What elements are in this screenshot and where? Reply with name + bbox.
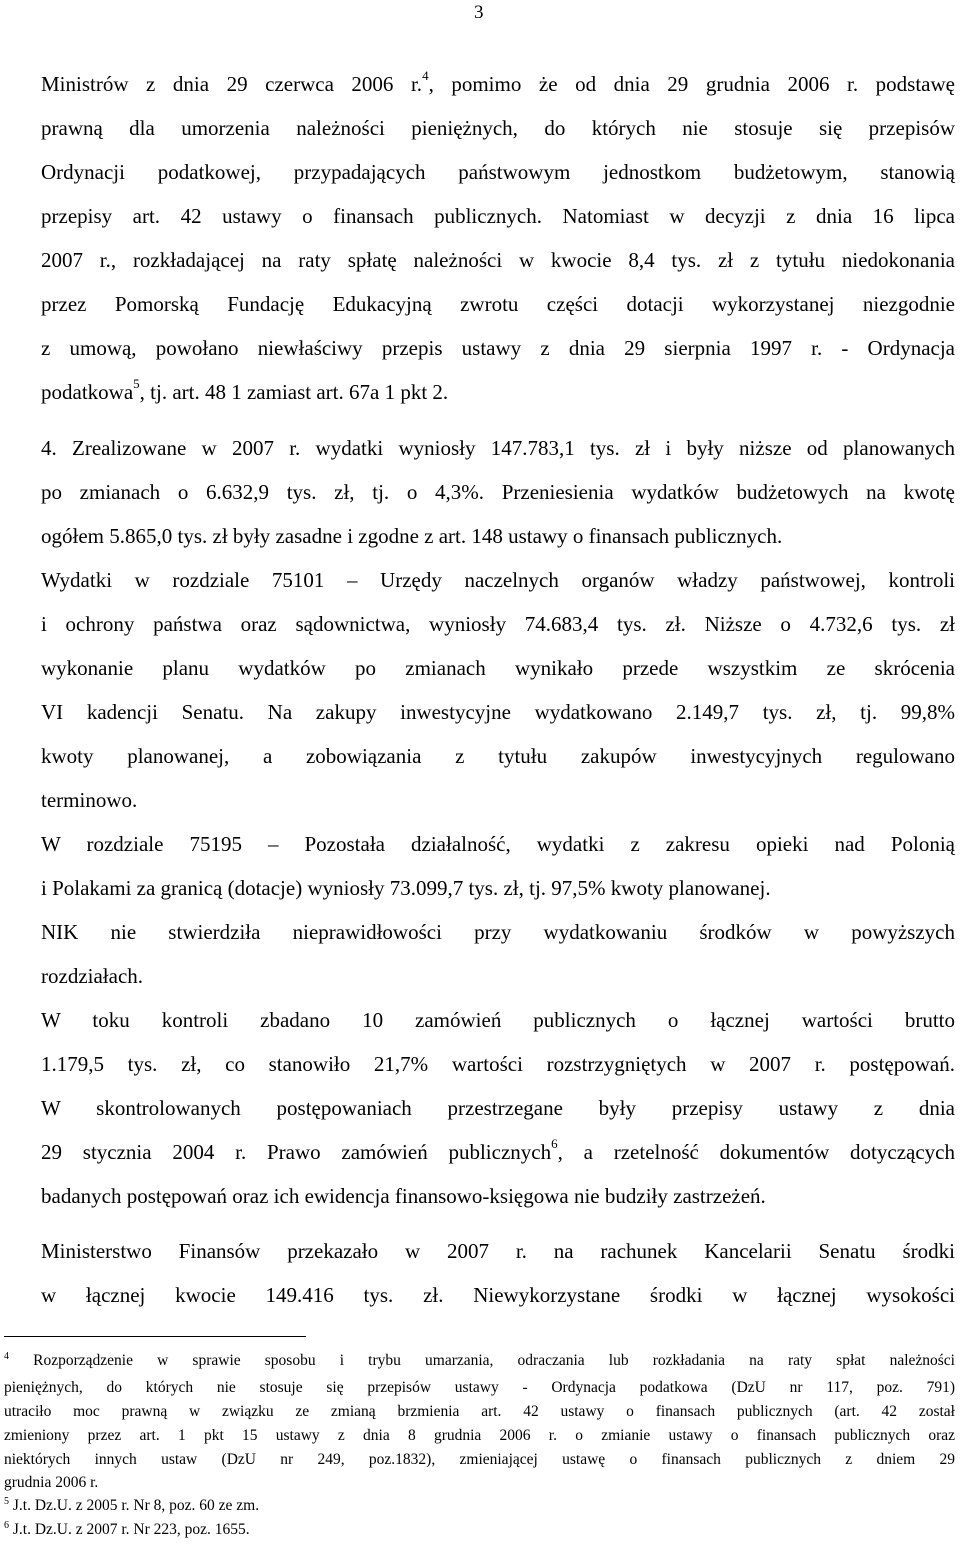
paragraph-line — [41, 436, 955, 460]
paragraph-line — [41, 336, 955, 360]
text-run: 2007 r., rozkładającej na raty spłatę należności w kwocie 8,4 tys. zł z tytułu niedokonania — [41, 248, 955, 272]
footnote-line — [4, 1352, 955, 1370]
text-run: przepisy art. 42 ustawy o finansach publicznych. Natomiast w decyzji z dnia 16 lipca — [41, 204, 955, 228]
text-run: W rozdziale 75195 – Pozostała działalność, wydatki z zakresu opieki nad Polonią — [41, 832, 955, 856]
footnote-line — [4, 1427, 955, 1445]
text-run: niektórych innych ustaw (DzU nr 249, poz.1832), zmieniającej ustawę o finansach publicznych z dniem 29 — [4, 1451, 955, 1468]
paragraph-line — [41, 788, 955, 812]
paragraph-line — [41, 160, 955, 184]
text-run: Ministrów z dnia 29 czerwca 2006 r. — [41, 72, 423, 96]
text-run: Wydatki w rozdziale 75101 – Urzędy naczelnych organów władzy państwowej, kontroli — [41, 568, 955, 592]
text-run: z umową, powołano niewłaściwy przepis ustawy z dnia 29 sierpnia 1997 r. - Ordynacja — [41, 336, 955, 360]
paragraph-line — [41, 744, 955, 768]
paragraph-line — [41, 656, 955, 680]
paragraph-line — [41, 1096, 955, 1120]
text-run: , a rzetelność dokumentów dotyczących — [557, 1140, 955, 1164]
text-run: i Polakami za granicą (dotacje) wyniosły 73.099,7 tys. zł, tj. 97,5% kwoty planowanej. — [41, 876, 771, 900]
text-run: kwoty planowanej, a zobowiązania z tytułu zakupów inwestycyjnych regulowano — [41, 744, 955, 768]
footnote-marker: 4 — [422, 68, 429, 83]
text-run: Rozporządzenie w sprawie sposobu i trybu umarzania, odraczania lub rozkładania na raty spłat należności — [9, 1352, 955, 1369]
paragraph-line — [41, 1008, 955, 1032]
footnote-line — [4, 1497, 955, 1515]
text-run: zmieniony przez art. 1 pkt 15 ustawy z dnia 8 grudnia 2006 r. o zmianie ustawy o finansach publicznych oraz — [4, 1427, 955, 1444]
text-run: J.t. Dz.U. z 2007 r. Nr 223, poz. 1655. — [9, 1521, 250, 1538]
text-run: pieniężnych, do których nie stosuje się przepisów ustawy - Ordynacja podatkowa (DzU nr 117, poz. 791) — [4, 1379, 955, 1396]
footnote-marker: 6 — [4, 1520, 9, 1531]
footnote-separator — [4, 1336, 306, 1337]
paragraph-line — [41, 1136, 955, 1164]
paragraph-line — [41, 568, 955, 592]
text-run: po zmianach o 6.632,9 tys. zł, tj. o 4,3%. Przeniesienia wydatków budżetowych na kwotę — [41, 480, 955, 504]
paragraph-line — [41, 68, 955, 96]
text-run: i ochrony państwa oraz sądownictwa, wyniosły 74.683,4 tys. zł. Niższe o 4.732,6 tys. zł — [41, 612, 955, 636]
text-run: w łącznej kwocie 149.416 tys. zł. Niewykorzystane środki w łącznej wysokości — [41, 1283, 955, 1307]
text-run: przez Pomorską Fundację Edukacyjną zwrotu części dotacji wykorzystanej niezgodnie — [41, 292, 955, 316]
paragraph-line — [41, 1239, 955, 1263]
text-run: NIK nie stwierdziła nieprawidłowości przy wydatkowaniu środków w powyższych — [41, 920, 955, 944]
paragraph-line — [41, 964, 955, 988]
paragraph-line — [41, 116, 955, 140]
footnote-line — [4, 1451, 955, 1469]
footnote-marker: 6 — [551, 1136, 558, 1151]
footnote-marker: 5 — [133, 376, 140, 391]
text-run: grudnia 2006 r. — [4, 1474, 99, 1491]
footnote-marker: 4 — [4, 1351, 9, 1362]
paragraph-line — [41, 1184, 955, 1208]
text-run: rozdziałach. — [41, 964, 144, 988]
text-run: 1.179,5 tys. zł, co stanowiło 21,7% wartości rozstrzygniętych w 2007 r. postępowań. — [41, 1052, 955, 1076]
footnote-line — [4, 1474, 955, 1492]
paragraph-line — [41, 1052, 955, 1076]
page-number: 3 — [474, 2, 484, 23]
paragraph-line — [41, 480, 955, 504]
footnote-line — [4, 1403, 955, 1421]
text-run: , pomimo że od dnia 29 grudnia 2006 r. podstawę — [428, 72, 955, 96]
text-run: terminowo. — [41, 788, 138, 812]
text-run: W toku kontroli zbadano 10 zamówień publicznych o łącznej wartości brutto — [41, 1008, 955, 1032]
text-run: J.t. Dz.U. z 2005 r. Nr 8, poz. 60 ze zm. — [9, 1497, 260, 1514]
footnote-marker: 5 — [4, 1496, 9, 1507]
text-run: ogółem 5.865,0 tys. zł były zasadne i zgodne z art. 148 ustawy o finansach publicznych. — [41, 524, 783, 548]
text-run: Ordynacji podatkowej, przypadających państwowym jednostkom budżetowym, stanowią — [41, 160, 955, 184]
footnote-line — [4, 1521, 955, 1539]
paragraph-line — [41, 292, 955, 316]
paragraph-line — [41, 700, 955, 724]
paragraph-line — [41, 524, 955, 548]
paragraph-line — [41, 248, 955, 272]
paragraph-line — [41, 612, 955, 636]
text-run: utraciło moc prawną w związku ze zmianą brzmienia art. 42 ustawy o finansach publicznych (art. 42 został — [4, 1403, 955, 1420]
paragraph-line — [41, 876, 955, 900]
text-run: , tj. art. 48 1 zamiast art. 67a 1 pkt 2. — [139, 380, 449, 404]
paragraph-line — [41, 832, 955, 856]
text-run: badanych postępowań oraz ich ewidencja finansowo-księgowa nie budziły zastrzeżeń. — [41, 1184, 766, 1208]
text-run: podatkowa — [41, 380, 134, 404]
text-run: VI kadencji Senatu. Na zakupy inwestycyjne wydatkowano 2.149,7 tys. zł, tj. 99,8% — [41, 700, 955, 724]
paragraph-line — [41, 1283, 955, 1307]
text-run: Ministerstwo Finansów przekazało w 2007 r. na rachunek Kancelarii Senatu środki — [41, 1239, 955, 1263]
paragraph-line — [41, 376, 955, 404]
text-run: prawną dla umorzenia należności pieniężnych, do których nie stosuje się przepisów — [41, 116, 955, 140]
text-run: 29 stycznia 2004 r. Prawo zamówień publicznych — [41, 1140, 552, 1164]
footnote-line — [4, 1379, 955, 1397]
paragraph-line — [41, 204, 955, 228]
text-run: W skontrolowanych postępowaniach przestrzegane były przepisy ustawy z dnia — [41, 1096, 955, 1120]
text-run: 4. Zrealizowane w 2007 r. wydatki wyniosły 147.783,1 tys. zł i były niższe od planowanych — [41, 436, 955, 460]
paragraph-line — [41, 920, 955, 944]
text-run: wykonanie planu wydatków po zmianach wynikało przede wszystkim ze skrócenia — [41, 656, 955, 680]
